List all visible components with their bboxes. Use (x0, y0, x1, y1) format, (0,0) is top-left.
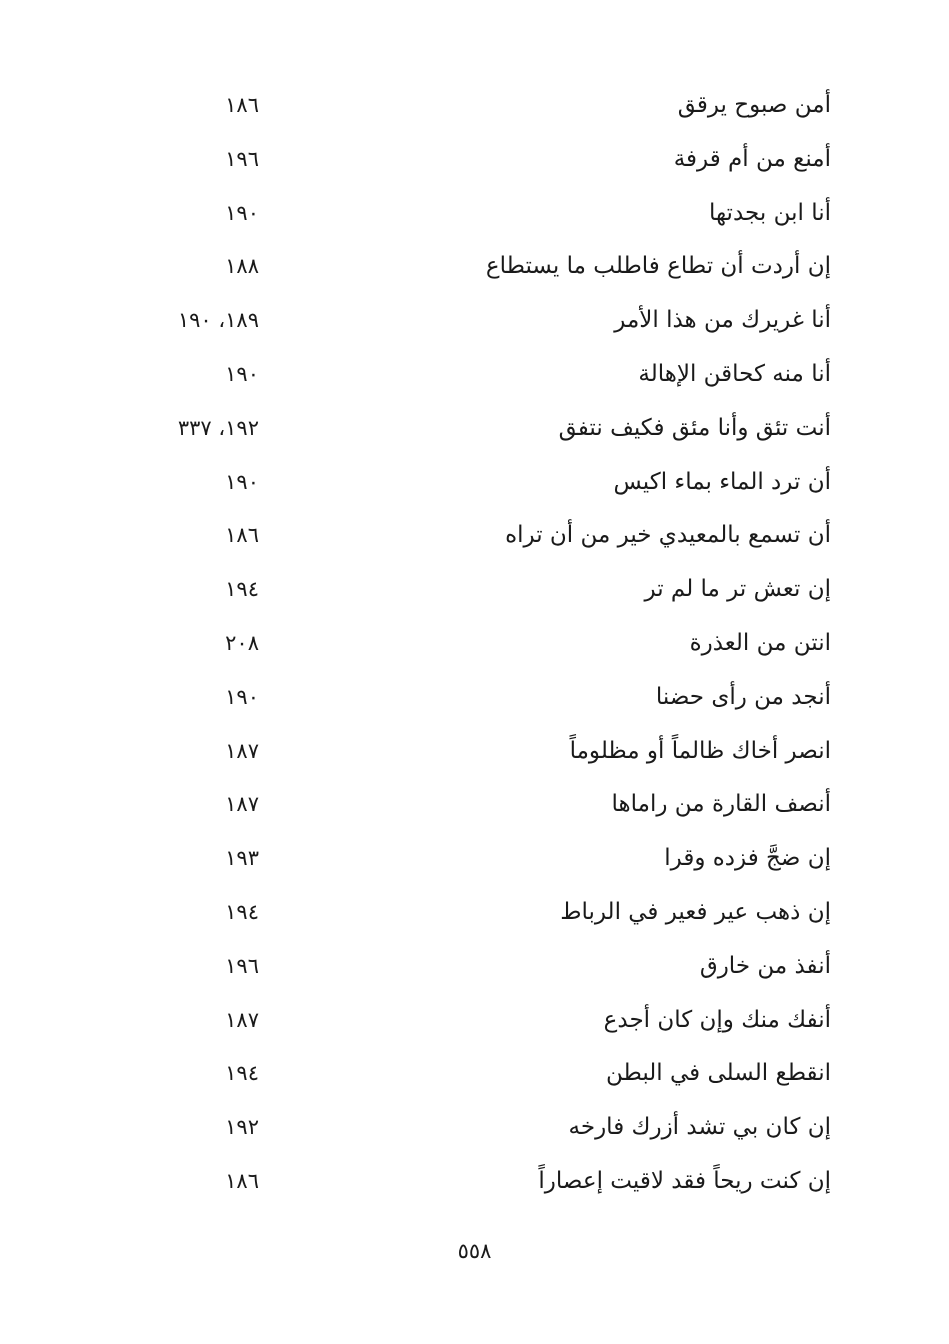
list-item (0, 670, 949, 724)
page-reference: ١٩٣ (225, 846, 259, 871)
page-reference: ١٩٠ (225, 200, 259, 225)
page-reference: ١٨٩، ١٩٠ (177, 308, 259, 333)
proverb-text: إن كان بي تشد أزرك فارخه (568, 1114, 831, 1141)
proverb-text: أمنع من أم قرفة (673, 145, 831, 172)
proverb-text: أنصف القارة من راماها (611, 791, 831, 818)
proverb-text: أنفك منك وإن كان أجدع (603, 1006, 831, 1033)
list-item (0, 777, 949, 831)
proverb-text: إن أردت أن تطاع فاطلب ما يستطاع (485, 253, 831, 280)
list-item (0, 831, 949, 885)
page-reference: ١٩٤ (225, 577, 259, 602)
proverb-index-list (0, 78, 949, 1208)
list-item (0, 132, 949, 186)
proverb-text: أنا منه كحاقن الإهالة (638, 360, 831, 387)
list-item (0, 562, 949, 616)
list-item (0, 885, 949, 939)
page-reference: ١٨٦ (225, 1168, 259, 1193)
proverb-text: أن ترد الماء بماء اكيس (613, 468, 831, 495)
page-reference: ٢٠٨ (225, 630, 259, 655)
proverb-text: أن تسمع بالمعيدي خير من أن تراه (505, 522, 831, 549)
page-reference: ١٩٢ (225, 1115, 259, 1140)
page-reference: ١٨٧ (225, 792, 259, 817)
list-item (0, 1046, 949, 1100)
list-item (0, 939, 949, 993)
list-item (0, 724, 949, 778)
proverb-text: أنجد من رأى حضنا (655, 683, 831, 710)
page-reference: ١٩٦ (225, 953, 259, 978)
page-reference: ١٩٦ (225, 146, 259, 171)
list-item (0, 78, 949, 132)
proverb-text: إن تعش تر ما لم تر (644, 576, 831, 603)
list-item (0, 401, 949, 455)
list-item (0, 1154, 949, 1208)
list-item (0, 455, 949, 509)
proverb-text: أنا غريرك من هذا الأمر (614, 307, 831, 334)
proverb-text: انتن من العذرة (689, 629, 831, 656)
proverb-text: إن ذهب عير فعير في الرباط (560, 898, 831, 925)
proverb-text: انصر أخاك ظالماً أو مظلوماً (569, 737, 831, 764)
proverb-text: أمن صبوح يرقق (677, 92, 831, 118)
proverb-text: أنا ابن بجدتها (708, 199, 831, 226)
proverb-text: إن كنت ريحاً فقد لاقيت إعصاراً (538, 1167, 831, 1194)
list-item (0, 993, 949, 1047)
page-reference: ١٨٦ (225, 523, 259, 548)
list-item (0, 186, 949, 240)
page-reference: ١٩٤ (225, 1061, 259, 1086)
list-item (0, 239, 949, 293)
list-item (0, 616, 949, 670)
proverb-text: إن ضجَّ فزده وقرا (664, 845, 831, 872)
proverb-text: أنفذ من خارق (699, 952, 831, 979)
list-item (0, 508, 949, 562)
page-reference: ١٩٠ (225, 361, 259, 386)
page-reference: ١٩٠ (225, 684, 259, 709)
page-reference: ١٨٨ (225, 254, 259, 279)
page-reference: ١٩٠ (225, 469, 259, 494)
proverb-text: انقطع السلى في البطن (605, 1060, 831, 1087)
list-item (0, 1100, 949, 1154)
page-reference: ١٩٤ (225, 899, 259, 924)
proverb-text: أنت تئق وأنا مئق فكيف نتفق (558, 414, 831, 441)
page-reference: ١٨٧ (225, 1007, 259, 1032)
list-item (0, 293, 949, 347)
page-number: ٥٥٨ (457, 1239, 492, 1263)
list-item (0, 347, 949, 401)
page-reference: ١٨٦ (225, 93, 259, 117)
page-reference: ١٩٢، ٣٣٧ (177, 415, 259, 440)
page-reference: ١٨٧ (225, 738, 259, 763)
